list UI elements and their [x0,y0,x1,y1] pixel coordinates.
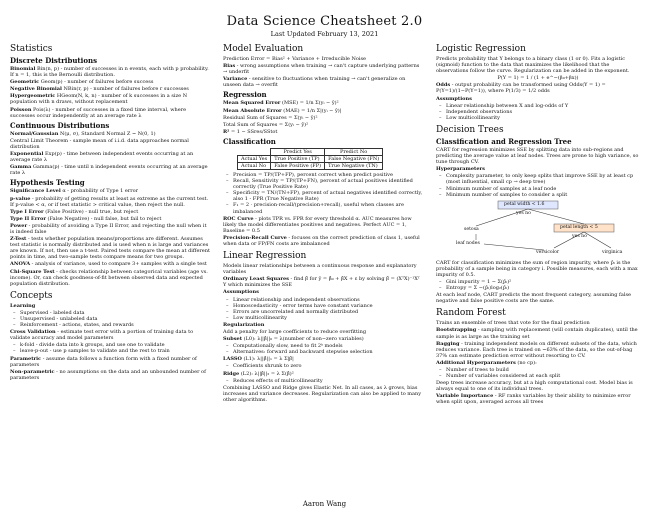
chisquare-def: Chi-Square Test - checks relationship between categorical variables (age vs. income). Or, can check goodness-of-fit between observed data and expected population distribution. [10,268,208,287]
ztest-def: Z-Test - tests whether population means/proportions are different. Assumes test statistic is normally distributed and is used when n is large and variances are known. If not, then use a t-test. Paired tests compare the mean at different points in time, and two-sample tests compare means for two groups. [10,236,210,261]
rf-desc: Trains an ensemble of trees that vote for the final prediction [436,320,590,327]
logreg-assumptions [436,103,640,121]
cm-row-label: Actual No [238,162,271,169]
column-left [10,40,210,382]
leaf-pointer-2 [484,244,544,250]
list-item: – Entropy = Σ −(p̂ᵢ)log₂(p̂ᵢ) [446,285,640,291]
heading-hypothesis: Hypothesis Testing [10,178,85,188]
elastic-net-desc: Combining LASSO and Ridge gives Elastic Net. In all cases, as λ grows, bias increases and variance decreases. Regularization can also be applied to many other algorithms. [223,384,422,403]
nonparametric-def: Non-parametric - no assumptions on the data and an unbounded number of parameters [10,368,206,381]
decision-tree-diagram [436,200,640,258]
section-concepts: Concepts [10,290,53,301]
edge-no-2 [584,232,611,248]
sigmoid-formula: P(Y = 1) = 1 / (1 + e^−(β₀+βx)) [497,75,579,82]
heading-cart: Classification and Regression Tree [436,136,572,146]
regularization-desc: Add a penalty for large coefficients to reduce overfitting [223,329,367,335]
hypergeometric-def: Hypergeometric HGeom(N, k, n) - number of k successes in a size N population with n draws, without replacement [10,93,188,106]
tree-yes-no-2: yes no [572,233,587,239]
cm-cell: True Positive (TP) [271,155,325,162]
heading-continuous: Continuous Distributions [10,120,110,130]
significance-def: Significance Level α - probability of Type 1 error [10,188,139,195]
lasso-def: LASSO (L1): λ||β̂||₁ = λ Σ|β̂| [223,356,294,363]
list-item: – Specificity = TN/(TN+FP), percent of actual negatives identified correctly, also 1 - FPR (True Negative Rate) [233,190,423,202]
cm-cell: False Negative (FN) [325,155,383,162]
list-item: – F₁ = 2 · precision·recall/(precision+recall), useful when classes are imbalanced [233,202,423,214]
list-item: – Supervised - labeled data [20,310,210,316]
rf-hyperparameter-list [436,367,640,379]
heading-learning: Learning [10,302,36,309]
tree-leaf-virginica: virginica [602,249,623,255]
heading-assumptions: Assumptions [223,289,259,296]
type1-def: Type I Error (False Positive) - null true, but reject [10,208,139,215]
mse-def: Mean Squared Error (MSE) = 1/n Σ(yᵢ − ŷ)² [223,100,339,107]
section-decision-trees: Decision Trees [436,124,504,135]
edge-no-1 [528,209,584,224]
section-random-forest: Random Forest [436,308,506,319]
anova-def: ANOVA - analysis of variance, used to compare 3+ samples with a single test [10,261,207,268]
binomial-def: Binomial Bin(n, p) - number of successes in n events, each with p probability. If n = 1, this is the Bernoulli distribution. [10,66,209,79]
list-item: – Low multicollinearity [233,315,423,321]
tree-leaf-versicolor: versicolor [536,249,560,255]
lasso-list [223,363,423,369]
section-linear-regression: Linear Regression [223,251,307,262]
negbinomial-def: Negative Binomial NBin(r, p) - number of failures before r successes [10,86,189,93]
list-item: – Recall, Sensitivity = TP/(TP+FN), percent of actual positives identified correctly (True Positive Rate) [233,178,423,190]
list-item: – Minimum number of samples at a leaf node [446,186,640,192]
impurity-list [436,279,640,291]
poisson-def: Poisson Pois(λ) - number of successes in a fixed time interval, where successes occur independently at an average rate λ [10,106,187,119]
cm-cell: False Positive (FP) [271,162,325,169]
cv-list [10,342,210,354]
exponential-def: Exponential Exp(p) - time between independent events occurring at an average rate λ [10,151,194,164]
cart-regression-desc: CART for regression minimizes SSE by splitting data into sub-regions and predicting the average value at leaf nodes. Trees are prone to high variance, so tune through CV. [436,146,639,166]
power-def: Power - probability of avoiding a Type II Error, and rejecting the null when it is indeed false [10,222,207,235]
list-item: – Gini impurity = 1 − Σ(p̂ᵢ)² [446,279,640,285]
list-item: – Low multicollinearity [446,115,640,121]
list-item: – Independent observations [446,109,640,115]
cart-leaf-desc: At each leaf node, CART predicts the most frequent category, assuming false negative and false positive costs are the same. [436,292,631,305]
geometric-def: Geometric Geom(p) - number of failures before success [10,79,154,86]
list-item: – Coefficients shrunk to zero [233,363,423,369]
variance-def: Variance - sensitive to fluctuations when training → can't generalize on unseen data → overfit [223,76,406,89]
list-item: – Errors are uncorrelated and normally distributed [233,309,423,315]
cv-def: Cross Validation - estimate test error with a portion of training data to validate accuracy and model parameters [10,329,194,342]
gamma-def: Gamma Gamma(p) - time until n independent events occurring at an average rate λ [10,164,208,177]
roc-def: ROC Curve - plots TPR vs. FPR for every threshold α. AUC measures how likely the model differentiates positives and negatives. Perfect AUC = 1, Baseline = 0.5 [223,215,412,234]
pvalue-def: p-value - probability of getting results at least as extreme as the current test. If p-value < α, or if test statistic > critical value, then reject the null. [10,195,209,208]
list-item: – Linear relationship between X and log-odds of Y [446,103,640,109]
type2-def: Type II Error (False Negative) - null false, but fail to reject [10,215,162,222]
cm-cell: True Negative (TN) [325,162,383,169]
normal-def: Normal/Gaussian N(μ, σ), Standard Normal Z ~ N(0, 1) [10,130,156,137]
heading-discrete: Discrete Distributions [10,56,98,65]
ols-def: Ordinary Least Squares - find β̂ for ŷ = β̂₀ + β̂X + ε by solving β̂ = (XᵀX)⁻¹Xᵀ Y which minimizes the SSE [223,276,420,289]
list-item: – k-fold - divide data into k groups, and use one to validate [20,342,210,348]
confusion-matrix [237,148,383,170]
last-updated: Last Updated February 13, 2021 [270,30,379,38]
subset-list [223,343,423,355]
tree-leaf-nodes-label: leaf nodes [456,240,480,246]
header [0,14,649,38]
parametric-def: Parametric - assume data follows a function form with a fixed number of parameters [10,355,197,368]
section-logistic-regression: Logistic Regression [436,44,526,54]
clt-def: Central Limit Theorem - sample mean of i.i.d. data approaches normal distribution [10,137,189,150]
odds-def: Odds - output probability can be transformed using Odds(Y = 1) = P(Y=1)/(1−P(Y=1)), where P(1/3) = 1/2 odds [436,82,606,95]
tree-split-label: petal length < 5 [560,224,598,230]
section-model-evaluation: Model Evaluation [223,44,304,54]
mae-def: Mean Absolute Error (MAE) = 1/n Σ|(yᵢ − ŷ)| [223,107,342,114]
cm-header: Predict No [325,148,383,155]
hyperparameter-list [436,173,640,197]
list-item: – Reinforcement - actions, states, and rewards [20,322,210,328]
list-item: – Computationally slow, need to fit 2ᵏ models [233,343,423,349]
linreg-desc: Models linear relationships between a continuous response and explanatory variables [223,263,417,276]
page-title: Data Science Cheatsheet 2.0 [226,14,423,29]
column-right [436,40,640,407]
list-item: – Homoscedasticity - error terms have constant variance [233,303,423,309]
heading-regularization: Regularization [223,321,265,328]
linreg-assumptions [223,297,423,321]
heading-assumptions: Assumptions [436,95,472,102]
ridge-def: Ridge (L2): λ||β̂||₂ = λ Σ(β̂)² [223,370,294,377]
rf-depth-desc: Deep trees increase accuracy, but at a high computational cost. Model bias is always equal to one of its individual trees. [436,380,633,393]
section-statistics: Statistics [10,44,53,54]
list-item: – Minimum number of samples to consider a split [446,192,640,198]
classification-metrics [223,172,423,215]
variable-importance-def: Variable Importance - RF ranks variables by their ability to minimize error when split upon, averaged across all trees [436,393,631,406]
author: Aaron Wang [302,500,347,508]
learning-list [10,310,210,328]
list-item: – leave-p-out - use p samples to validate and the rest to train [20,348,210,354]
cm-row-label: Actual Yes [238,155,271,162]
list-item: – Number of trees to build [446,367,640,373]
column-middle [223,40,423,404]
list-item: – Precision = TP/(TP+FP), percent correct when predict positive [233,172,423,178]
list-item: – Reduces effects of multicollinearity [233,378,423,384]
cm-header: Predict Yes [271,148,325,155]
list-item: – Unsupervised - unlabeled data [20,316,210,322]
cart-classification-desc: CART for classification minimizes the sum of region impurity, where p̂ᵢ is the probability of a sample being in category i. Possible measures, each with a max impurity of 0.5. [436,259,638,278]
tree-root-label: petal width < 1.6 [504,201,545,207]
list-item: – Complexity parameter, to only keep splits that improve SSE by at least cp (most influential, small cp → deep tree) [446,173,640,185]
rss-def: Residual Sum of Squares = Σ(yᵢ − ŷ)² [223,114,318,121]
tree-yes-no-1: yes no [516,210,531,216]
tss-def: Total Sum of Squares = Σ(yᵢ − ȳ)² [223,121,309,128]
tree-leaf-setosa: setosa [464,226,479,232]
prc-def: Precision-Recall Curve - focuses on the correct prediction of class 1, useful when data or FP/FN costs are imbalanced [223,234,420,247]
heading-additional-hyperparameters: Additional Hyperparameters (no cp): [436,359,537,366]
list-item: – Number of variables considered at each split [446,373,640,379]
bootstrapping-def: Bootstrapping - sampling with replacement (will contain duplicates), until the sample is as large as the training set [436,327,638,340]
r2-def: R² = 1 − SSres/SStot [223,128,278,135]
heading-hyperparameters: Hyperparameters [436,166,485,173]
list-item: – Linear relationship and independent observations [233,297,423,303]
heading-regression: Regression [223,90,267,100]
prediction-error: Prediction Error = Bias² + Variance + Irreducible Noise [223,56,366,62]
heading-classification: Classification [223,136,276,146]
bias-def: Bias - wrong assumptions when training → can't capture underlying patterns → underfit [223,63,420,76]
ridge-list [223,378,423,384]
logreg-desc: Predicts probability that Y belongs to a binary class (1 or 0). Fits a logistic (sigmoid) function to the data that maximizes the likelihood that the observations follow the curve. Regularization can be added in the exponent. [436,56,630,75]
bagging-def: Bagging - training independent models on different subsets of the data, which reduces variance. Each tree is trained on ~63% of the data, so the out-of-bag 37% can estimate prediction error without resorting to CV. [436,340,637,359]
subset-def: Subset (L0): λ||β̂||₀ = λ(number of non−zero variables) [223,336,364,343]
list-item: – Alternatives: forward and backward stepwise selection [233,349,423,355]
